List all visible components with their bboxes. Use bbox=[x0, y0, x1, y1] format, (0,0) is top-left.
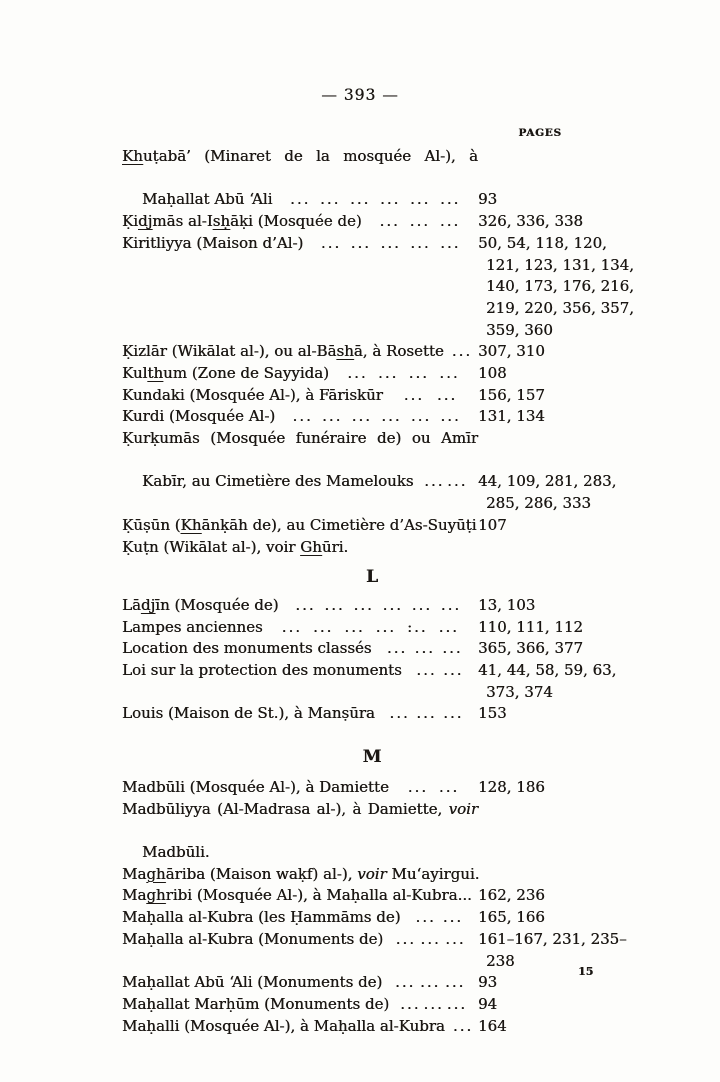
page-numbers: 107 bbox=[478, 515, 507, 534]
entry-title bbox=[122, 703, 375, 725]
transliteration-underline: dj bbox=[140, 595, 156, 614]
index-row bbox=[122, 428, 622, 471]
entry-title bbox=[122, 994, 389, 1016]
entry-title bbox=[122, 638, 372, 660]
page-numbers: 285, 286, 333 bbox=[486, 494, 591, 513]
entry-title bbox=[122, 864, 479, 886]
leader-dots-group: ... bbox=[420, 929, 441, 948]
entry-title bbox=[122, 885, 472, 907]
leader-dots-group: ... bbox=[439, 363, 460, 382]
leader-dots-group: :.. bbox=[406, 617, 428, 636]
entry-title bbox=[122, 341, 444, 363]
leader-dots-group: ... bbox=[395, 929, 416, 948]
entry-title bbox=[122, 471, 414, 493]
index-row bbox=[122, 146, 622, 189]
cross-reference-voir: voir bbox=[357, 864, 387, 883]
leader-dots-group: ... bbox=[416, 704, 437, 723]
index-row bbox=[122, 233, 622, 255]
index-row bbox=[122, 211, 622, 233]
page-numbers: 162, 236 bbox=[478, 886, 545, 905]
page-numbers: 161–167, 231, 235– bbox=[478, 929, 627, 948]
entry-text: āriba (Maison waḳf) al-), bbox=[165, 864, 358, 883]
entry-text: Kurdi (Mosquée Al-) bbox=[122, 407, 276, 426]
index-row bbox=[122, 682, 622, 704]
leader-dots-group: ... bbox=[419, 973, 441, 992]
entry-title bbox=[122, 1016, 445, 1038]
leader-dots-group: ... bbox=[347, 363, 368, 382]
transliteration-underline: dj bbox=[138, 212, 153, 231]
page-numbers: 94 bbox=[478, 994, 498, 1013]
index-row bbox=[122, 842, 622, 864]
page-numbers: 140, 173, 176, 216, bbox=[486, 277, 634, 296]
entry-text: Maḥallat Marḥūm (Monuments de) bbox=[122, 994, 390, 1013]
dot-leader bbox=[383, 385, 470, 407]
entry-text: Maḥalla al-Kubra (les Ḥammāms de) bbox=[122, 908, 401, 927]
transliteration-underline: Kh bbox=[122, 147, 143, 165]
page-numbers: 110, 111, 112 bbox=[478, 617, 583, 636]
entry-title bbox=[122, 595, 278, 617]
page-numbers: 121, 123, 131, 134, bbox=[486, 255, 634, 274]
entry-title bbox=[122, 233, 303, 255]
index-row bbox=[122, 777, 622, 799]
index-row bbox=[122, 298, 634, 320]
transliteration-underline: gh bbox=[146, 864, 166, 883]
page-numbers: 359, 360 bbox=[486, 320, 553, 339]
dot-leader bbox=[383, 929, 470, 951]
page-numbers: 13, 103 bbox=[478, 595, 536, 614]
leader-dots-group: ... bbox=[440, 407, 461, 426]
leader-dots-group: ... bbox=[414, 639, 435, 658]
leader-dots-group: ... bbox=[423, 994, 444, 1013]
leader-dots-group: ... bbox=[292, 407, 313, 426]
leader-dots-group: ... bbox=[320, 190, 341, 209]
leader-dots-group: ... bbox=[350, 190, 371, 209]
entry-title bbox=[122, 211, 362, 233]
dot-leader bbox=[375, 703, 470, 725]
leader-dots-group: ... bbox=[313, 617, 334, 636]
entry-text: īn (Mosquée de) bbox=[155, 595, 279, 614]
leader-dots-group: ... bbox=[445, 929, 466, 948]
leader-dots-group: ... bbox=[382, 595, 403, 614]
entry-text: Mu‘ayirgui. bbox=[386, 864, 480, 883]
leader-dots-group: ... bbox=[290, 190, 311, 209]
dot-leader bbox=[414, 471, 471, 493]
entry-text: Ma bbox=[122, 864, 147, 883]
dot-leader bbox=[389, 777, 470, 799]
entry-title bbox=[122, 660, 402, 682]
entry-text: Maḥallat Abū ‘Ali (Monuments de) bbox=[122, 973, 383, 992]
transliteration-underline: Kh bbox=[180, 515, 202, 534]
page-numbers: 326, 336, 338 bbox=[478, 212, 583, 231]
index-row bbox=[122, 363, 622, 385]
entry-title bbox=[122, 515, 476, 537]
page-numbers: 93 bbox=[478, 973, 498, 992]
leader-dots-group: ... bbox=[386, 639, 408, 658]
index-row bbox=[122, 864, 622, 886]
entry-text: Madbūli. bbox=[142, 843, 210, 861]
leader-dots-group: ... bbox=[440, 595, 462, 614]
page-numbers: 365, 366, 377 bbox=[478, 639, 583, 658]
entry-title bbox=[122, 907, 400, 929]
index-row bbox=[122, 885, 622, 907]
entry-text: ā, à Rosette bbox=[353, 342, 444, 361]
entry-text: Kundaki (Mosquée Al-), à Fāriskūr bbox=[122, 385, 383, 404]
entry-text: Ḳi bbox=[122, 212, 139, 231]
transliteration-underline: gh bbox=[146, 886, 166, 905]
index-row bbox=[122, 799, 622, 842]
page-folio-number: — 393 — bbox=[321, 86, 399, 104]
leader-dots-group: ... bbox=[408, 363, 429, 382]
index-row bbox=[122, 276, 634, 298]
entry-title bbox=[122, 189, 272, 211]
entry-text: Maḥalla al-Kubra (Monuments de) bbox=[122, 929, 384, 948]
entry-text: Louis (Maison de St.), à Manṣūra bbox=[122, 704, 375, 723]
leader-dots-group: ... bbox=[322, 407, 343, 426]
index-row bbox=[122, 385, 622, 407]
index-row bbox=[122, 406, 622, 428]
page-numbers: 164 bbox=[478, 1016, 507, 1035]
entry-text: ānḳāh de), au Cimetière d’As-Suyūṭi bbox=[201, 515, 477, 534]
index-row bbox=[122, 1016, 622, 1038]
entry-text: Ḳizlār (Wikālat al-), ou al-Bā bbox=[122, 342, 337, 361]
index-row bbox=[122, 595, 622, 617]
leader-dots-group: ... bbox=[416, 661, 437, 680]
leader-dots-group: ... bbox=[350, 233, 371, 252]
leader-dots-group: ... bbox=[409, 190, 431, 209]
leader-dots-group: ... bbox=[442, 639, 463, 658]
entry-title bbox=[122, 537, 348, 559]
transliteration-underline: Gh bbox=[300, 537, 322, 556]
dot-leader bbox=[263, 617, 470, 639]
transliteration-underline: sh bbox=[336, 342, 354, 361]
index-row bbox=[122, 617, 622, 639]
entry-text: mās al-I bbox=[152, 212, 213, 231]
entry-text: Maḥallat Abū ‘Ali bbox=[142, 190, 273, 209]
index-row bbox=[122, 660, 622, 682]
signature-mark: 15 bbox=[578, 965, 594, 978]
page-numbers: 128, 186 bbox=[478, 777, 545, 796]
index-row bbox=[122, 951, 622, 973]
leader-dots-group: ... bbox=[424, 472, 445, 491]
page-numbers: 153 bbox=[478, 704, 507, 723]
dot-leader bbox=[402, 660, 470, 682]
page-numbers: 238 bbox=[486, 951, 515, 970]
leader-dots-group: ... bbox=[351, 407, 372, 426]
entry-title bbox=[122, 406, 275, 428]
index-row bbox=[122, 255, 634, 277]
leader-dots-group: ... bbox=[410, 407, 432, 426]
leader-dots-group: ... bbox=[451, 342, 473, 361]
dot-leader bbox=[382, 972, 470, 994]
pages-column-header: PAGES bbox=[518, 127, 562, 139]
cross-reference-voir: voir bbox=[448, 799, 478, 818]
entry-text: um (Zone de Sayyida) bbox=[163, 363, 329, 382]
leader-dots-group: ... bbox=[440, 233, 461, 252]
leader-dots-group: ... bbox=[411, 595, 432, 614]
index-row bbox=[122, 994, 622, 1016]
leader-dots-group: ... bbox=[438, 777, 460, 796]
entry-text: Loi sur la protection des monuments bbox=[122, 661, 402, 680]
entry-text: Ḳuṭn (Wikālat al-), voir bbox=[122, 537, 301, 556]
leader-dots-group: ... bbox=[446, 994, 468, 1013]
dot-leader bbox=[329, 363, 470, 385]
leader-dots-group: ... bbox=[344, 617, 365, 636]
leader-dots-group: ... bbox=[320, 233, 342, 252]
entry-title bbox=[122, 842, 210, 864]
index-row bbox=[122, 638, 622, 660]
entry-text: Ḳūṣūn ( bbox=[122, 515, 181, 534]
dot-leader bbox=[272, 189, 470, 211]
index-row bbox=[122, 515, 622, 537]
entry-title bbox=[122, 363, 329, 385]
leader-dots-group: ... bbox=[379, 212, 400, 231]
dot-leader bbox=[278, 595, 470, 617]
leader-dots-group: ... bbox=[444, 973, 466, 992]
dot-leader bbox=[275, 406, 470, 428]
entry-text: Ḳurḳumās (Mosquée funéraire de) ou Amīr bbox=[122, 429, 478, 448]
page-numbers: 156, 157 bbox=[478, 385, 545, 404]
leader-dots-group: ... bbox=[415, 908, 436, 927]
transliteration-underline: sḥ bbox=[212, 212, 231, 231]
leader-dots-group: ... bbox=[281, 617, 302, 636]
index-row bbox=[122, 189, 622, 211]
dot-leader bbox=[445, 1016, 473, 1038]
page-numbers: 93 bbox=[478, 190, 498, 209]
leader-dots-group: ... bbox=[443, 704, 464, 723]
leader-dots-group: ... bbox=[394, 973, 416, 992]
dot-leader bbox=[400, 907, 470, 929]
leader-dots-group: ... bbox=[442, 908, 464, 927]
entry-text: Maḥalli (Mosquée Al-), à Maḥalla al-Kubra bbox=[122, 1016, 445, 1035]
entry-title bbox=[122, 799, 478, 842]
leader-dots-group: ... bbox=[443, 661, 464, 680]
leader-dots-group: ... bbox=[439, 190, 461, 209]
entry-title bbox=[122, 385, 383, 407]
entry-text: Kabīr, au Cimetière des Mamelouks bbox=[142, 472, 414, 491]
leader-dots-group: ... bbox=[447, 472, 468, 491]
leader-dots-group: ... bbox=[400, 994, 421, 1013]
dot-leader bbox=[444, 341, 472, 363]
page-numbers: 131, 134 bbox=[478, 407, 545, 426]
leader-dots-group: ... bbox=[403, 385, 424, 404]
dot-leader bbox=[389, 994, 470, 1016]
entry-text: Kul bbox=[122, 363, 148, 382]
leader-dots-group: ... bbox=[389, 704, 410, 723]
leader-dots-group: ... bbox=[436, 385, 458, 404]
entry-text: Ma bbox=[122, 886, 147, 905]
index-row bbox=[122, 341, 622, 363]
leader-dots-group: ... bbox=[380, 190, 401, 209]
index-row bbox=[122, 493, 622, 515]
index-rows bbox=[122, 146, 634, 1037]
entry-text: Kiritliyya (Maison d’Al-) bbox=[122, 233, 304, 252]
entry-text: Madbūli (Mosquée Al-), à Damiette bbox=[122, 777, 389, 796]
dot-leader bbox=[372, 638, 470, 660]
leader-dots-group: ... bbox=[375, 617, 396, 636]
index-row bbox=[122, 320, 622, 342]
index-row bbox=[122, 972, 622, 994]
entry-title bbox=[122, 929, 383, 951]
leader-dots-group: ... bbox=[324, 595, 345, 614]
leader-dots-group: ... bbox=[380, 233, 401, 252]
entry-text: uṭabā’ (Minaret de la mosquée Al-), à bbox=[142, 147, 478, 165]
leader-dots-group: ... bbox=[353, 595, 374, 614]
page-numbers: 108 bbox=[478, 363, 507, 382]
leader-dots-group: ... bbox=[410, 233, 431, 252]
entry-text: ūri. bbox=[321, 537, 349, 556]
section-heading: L bbox=[366, 567, 378, 588]
index-row bbox=[122, 471, 622, 493]
entry-title bbox=[122, 146, 478, 189]
entry-text: ribi (Mosquée Al-), à Maḥalla al-Kubra... bbox=[165, 886, 472, 905]
entry-text: Madbūliyya (Al-Madrasa al-), à Damiette, bbox=[122, 799, 449, 818]
leader-dots-group: ... bbox=[407, 777, 428, 796]
leader-dots-group: ... bbox=[381, 407, 402, 426]
entry-text: Lā bbox=[122, 595, 141, 614]
entry-title bbox=[122, 777, 389, 799]
leader-dots-group: ... bbox=[377, 363, 399, 382]
index-row bbox=[122, 929, 627, 951]
page-numbers: 307, 310 bbox=[478, 342, 545, 361]
dot-leader bbox=[303, 233, 470, 255]
page-numbers: 50, 54, 118, 120, bbox=[478, 233, 607, 252]
leader-dots-group: ... bbox=[452, 1016, 474, 1035]
entry-text: Location des monuments classés bbox=[122, 639, 372, 658]
leader-dots-group: ... bbox=[295, 595, 316, 614]
index-row bbox=[122, 537, 622, 559]
leader-dots-group: ... bbox=[438, 617, 459, 636]
page-numbers: 373, 374 bbox=[486, 682, 553, 701]
entry-text: āḳi (Mosquée de) bbox=[230, 212, 362, 231]
leader-dots-group: ... bbox=[439, 212, 461, 231]
page-numbers: 44, 109, 281, 283, bbox=[478, 472, 617, 491]
page-numbers: 41, 44, 58, 59, 63, bbox=[478, 661, 617, 680]
page-numbers: 165, 166 bbox=[478, 908, 545, 927]
page-numbers: 219, 220, 356, 357, bbox=[486, 298, 634, 317]
index-row bbox=[122, 907, 622, 929]
entry-text: Lampes anciennes bbox=[122, 617, 263, 636]
entry-title bbox=[122, 617, 263, 639]
section-heading: M bbox=[362, 747, 382, 768]
transliteration-underline: th bbox=[147, 363, 164, 382]
entry-title bbox=[122, 428, 478, 471]
dot-leader bbox=[362, 211, 470, 233]
leader-dots-group: ... bbox=[409, 212, 430, 231]
index-row bbox=[122, 703, 622, 725]
entry-title bbox=[122, 972, 382, 994]
